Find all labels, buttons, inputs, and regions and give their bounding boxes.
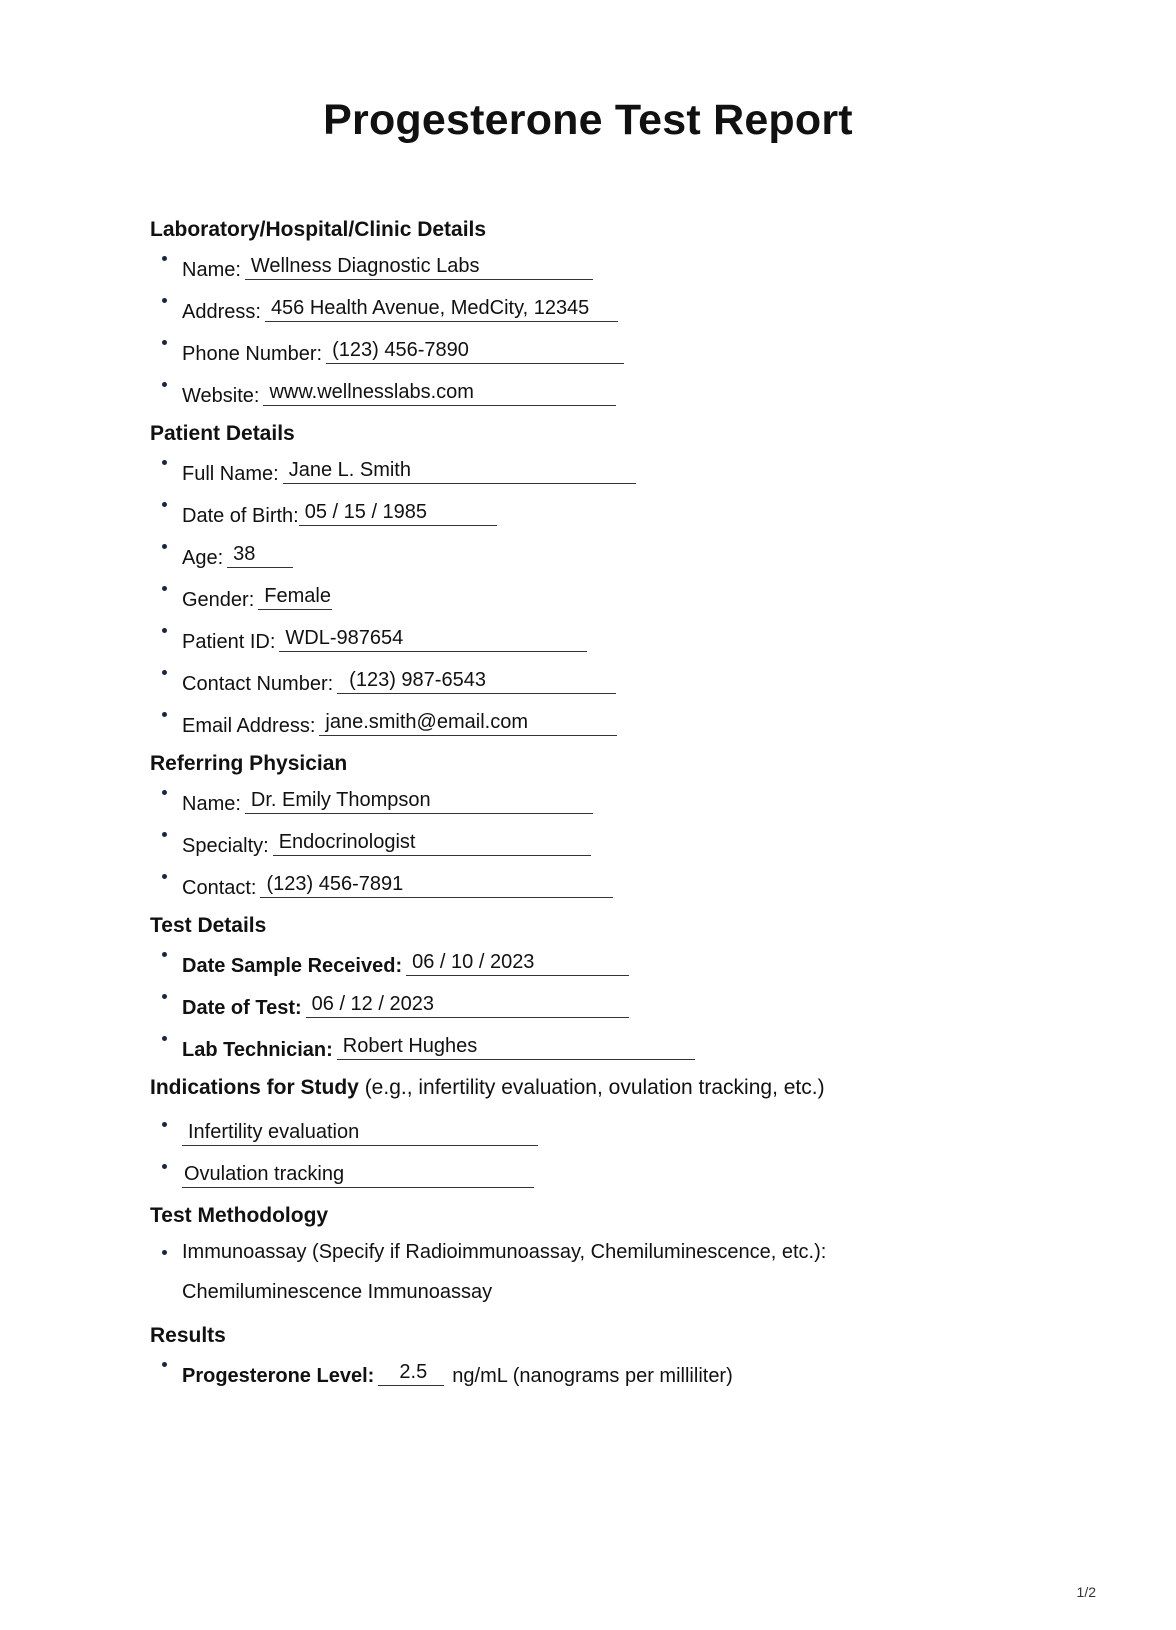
indication-field-2[interactable]: Ovulation tracking (182, 1161, 534, 1188)
physician-contact-row (150, 862, 1110, 904)
field-label: Lab Technician: (182, 1039, 333, 1061)
lab-phone-row (150, 328, 1110, 370)
patient-id-field[interactable]: WDL-987654 (279, 625, 587, 652)
lab-website-field[interactable]: www.wellnesslabs.com (263, 379, 616, 406)
physician-fields (150, 778, 1110, 904)
field-label: Name: (182, 793, 241, 815)
date-sample-received-field[interactable]: 06 / 10 / 2023 (406, 949, 629, 976)
field-label: Email Address: (182, 715, 316, 737)
page-title: Progesterone Test Report (323, 96, 853, 144)
field-label: Date Sample Received: (182, 955, 403, 977)
section-patient-heading: Patient Details (150, 422, 295, 445)
patient-gender-row (150, 574, 1110, 616)
lab-technician-field[interactable]: Robert Hughes (337, 1033, 695, 1060)
indication-field-1[interactable]: Infertility evaluation (182, 1119, 538, 1146)
patient-fields (150, 448, 1110, 742)
progesterone-level-field[interactable]: 2.5 (378, 1359, 444, 1386)
field-label: Phone Number: (182, 343, 323, 365)
indications-heading-text: Indications for Study (150, 1076, 359, 1099)
lab-fields (150, 244, 1110, 412)
methodology-value[interactable]: Chemiluminescence Immunoassay (182, 1281, 493, 1303)
test-technician-row (150, 1024, 1110, 1066)
field-label: Website: (182, 385, 260, 407)
section-test-heading: Test Details (150, 914, 267, 937)
section-lab-heading: Laboratory/Hospital/Clinic Details (150, 218, 487, 241)
field-label: Age: (182, 547, 224, 569)
field-label: Full Name: (182, 463, 279, 485)
field-label: Specialty: (182, 835, 269, 857)
test-fields (150, 940, 1110, 1066)
field-label: Address: (182, 301, 261, 323)
methodology-item: Immunoassay (Specify if Radioimmunoassay, Chemiluminescence, etc.): (150, 1238, 1110, 1268)
physician-name-field[interactable]: Dr. Emily Thompson (245, 787, 593, 814)
field-label: Date of Test: (182, 997, 302, 1019)
field-label: Date of Birth: (182, 505, 299, 527)
results-list (150, 1350, 1110, 1392)
patient-age-row (150, 532, 1110, 574)
indications-note: (e.g., infertility evaluation, ovulation tracking, etc.) (364, 1076, 825, 1099)
section-physician-heading: Referring Physician (150, 752, 348, 775)
test-received-row (150, 940, 1110, 982)
test-date-row (150, 982, 1110, 1024)
patient-email-field[interactable]: jane.smith@email.com (319, 709, 617, 736)
patient-email-row (150, 700, 1110, 742)
field-label: Gender: (182, 589, 255, 611)
patient-contact-field[interactable]: (123) 987-6543 (337, 667, 616, 694)
progesterone-level-row (150, 1350, 1110, 1392)
physician-specialty-field[interactable]: Endocrinologist (273, 829, 591, 856)
lab-name-field[interactable]: Wellness Diagnostic Labs (245, 253, 593, 280)
report-body (150, 216, 1110, 1392)
physician-name-row (150, 778, 1110, 820)
lab-name-row (150, 244, 1110, 286)
indications-list (150, 1110, 1110, 1194)
field-label: Name: (182, 259, 241, 281)
indication-item (150, 1110, 1110, 1152)
field-label: Patient ID: (182, 631, 276, 653)
lab-address-field[interactable]: 456 Health Avenue, MedCity, 12345 (265, 295, 618, 322)
date-of-test-field[interactable]: 06 / 12 / 2023 (306, 991, 629, 1018)
patient-id-row (150, 616, 1110, 658)
patient-name-row (150, 448, 1110, 490)
lab-website-row (150, 370, 1110, 412)
section-methodology-heading: Test Methodology (150, 1204, 329, 1227)
patient-age-field[interactable]: 38 (227, 541, 293, 568)
indication-item (150, 1152, 1110, 1194)
physician-specialty-row (150, 820, 1110, 862)
patient-full-name-field[interactable]: Jane L. Smith (283, 457, 636, 484)
patient-contact-row (150, 658, 1110, 700)
field-label: Progesterone Level: (182, 1365, 375, 1387)
lab-phone-field[interactable]: (123) 456-7890 (326, 337, 624, 364)
patient-dob-field[interactable]: 05 / 15 / 1985 (299, 499, 497, 526)
patient-dob-row (150, 490, 1110, 532)
section-results-heading: Results (150, 1324, 226, 1347)
page-number: 1/2 (1076, 1584, 1096, 1600)
field-label: Contact Number: (182, 673, 334, 695)
progesterone-unit: ng/mL (nanograms per milliliter) (452, 1365, 733, 1387)
methodology-list (150, 1238, 1110, 1268)
field-label: Contact: (182, 877, 257, 899)
lab-address-row (150, 286, 1110, 328)
section-indications-heading (150, 1074, 1110, 1102)
patient-gender-field[interactable]: Female (258, 583, 332, 610)
physician-contact-field[interactable]: (123) 456-7891 (260, 871, 613, 898)
